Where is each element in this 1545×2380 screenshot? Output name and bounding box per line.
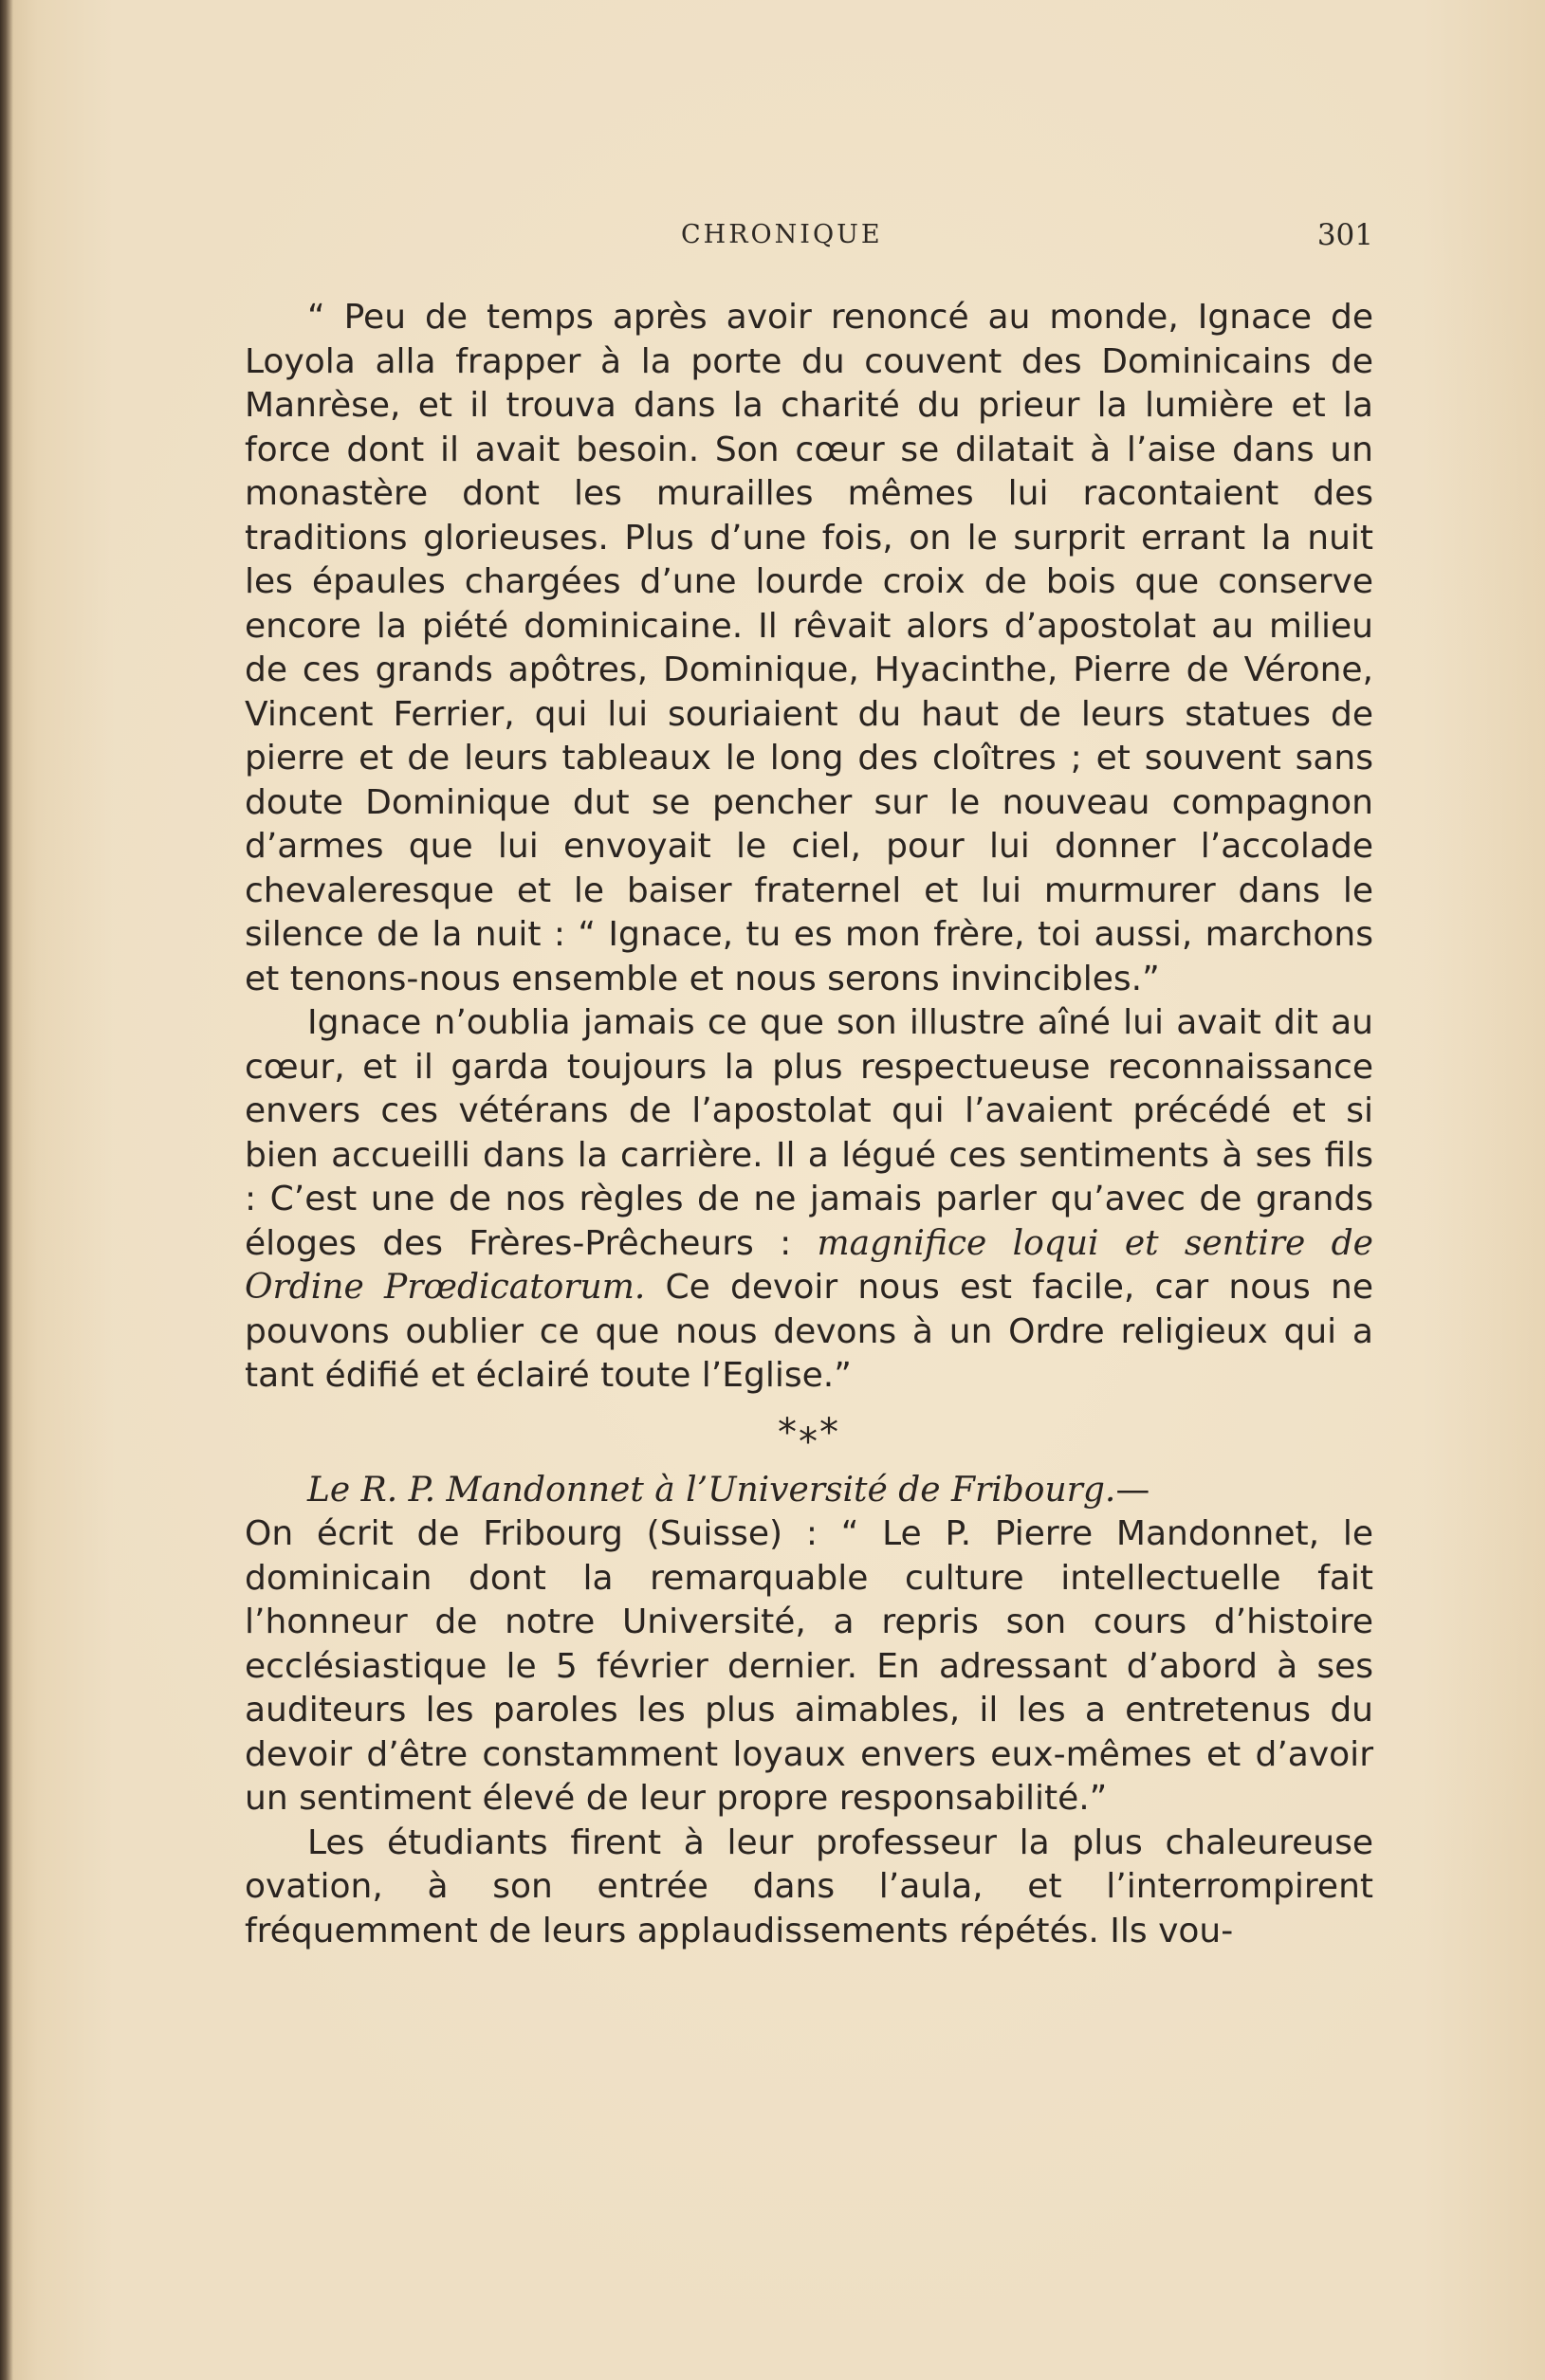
section-heading-dash: — xyxy=(1115,1470,1150,1510)
page-header xyxy=(245,220,1373,258)
paragraph-students-ovation: Les étudiants firent à leur professeur la plus chaleureuse ovation, à son entrée dans l’aula, et l’interrompirent fréquemment de leurs applaudissements répétés. Ils vou- xyxy=(245,1822,1373,1950)
paragraph-quotation-ignace: “ Peu de temps après avoir renoncé au monde, Ignace de Loyola alla frapper à la porte du couvent des Dominicains de Manrèse, et il trouva dans la charité du prieur la lumière et la force dont il avait besoin. Son cœur se dilatait à l’aise dans un monastère dont les murailles mêmes lui racontaient des traditions glorieuses. Plus d’une fois, on le surprit errant la nuit les épaules chargées d’une lourde croix de bois que conserve encore la piété dominicaine. Il rêvait alors d’apostolat au milieu de ces grands apôtres, Dominique, Hyacinthe, Pierre de Vérone, Vincent Ferrier, qui lui souriaient du haut de leurs statues de pierre et de leurs tableaux le long des cloîtres ; et souvent sans doute Dominique dut se pencher sur le nouveau compagnon d’armes que lui envoyait le ciel, pour lui donner l’accolade chevaleresque et le baiser fraternel et lui murmurer dans le silence de la nuit : “ Ignace, tu es mon frère, toi aussi, marchons et tenons-nous ensemble et nous serons invincibles.” xyxy=(245,298,1373,998)
paragraph-fribourg-report: On écrit de Fribourg (Suisse) : “ Le P. Pierre Mandonnet, le dominicain dont la remarquable culture intellectuelle fait l’honneur de notre Université, a repris son cours d’histoire ecclésiastique le 5 février dernier. En adressant d’abord à ses auditeurs les paroles les plus aimables, il les a entretenus du devoir d’être constamment loyaux envers eux-mêmes et d’avoir un sentiment élevé de leur propre responsabilité.” xyxy=(245,1514,1373,1818)
paragraph-text: Ce devoir nous est facile, car nous ne pouvons oublier ce que nous devons à un Ordre religieux qui a tant édifié et éclairé toute l’Eglise.” xyxy=(245,1268,1373,1395)
section-heading xyxy=(245,1469,1373,1513)
section-heading-title: Le R. P. Mandonnet à l’Université de Fribourg. xyxy=(307,1470,1116,1510)
paragraph-text: Ignace n’oublia jamais ce que son illustre aîné lui avait dit au cœur, et il garda toujours la plus respectueuse reconnaissance envers ces vétérans de l’apostolat qui l’avaient précédé et si bien accueilli dans la carrière. Il a légué ces sentiments à ses fils : C’est une de nos règles de ne jamais parler qu’avec de grands éloges des Frères-Prêcheurs : xyxy=(245,1003,1373,1263)
section-separator-asterism xyxy=(245,1404,1373,1464)
latin-quotation: magnifice loqui et sentire de Ordine Prœdicatorum. xyxy=(245,1223,1373,1307)
paragraph-ignace-gratitude xyxy=(245,1001,1373,1399)
asterisk-left: * xyxy=(778,1410,799,1455)
page-number: 301 xyxy=(1316,218,1373,252)
asterisk-right: * xyxy=(819,1410,840,1455)
running-head: CHRONIQUE xyxy=(681,220,883,249)
asterisk-middle: * xyxy=(799,1419,819,1464)
page-binding-edge xyxy=(0,0,13,2380)
body-text xyxy=(245,296,1373,1953)
